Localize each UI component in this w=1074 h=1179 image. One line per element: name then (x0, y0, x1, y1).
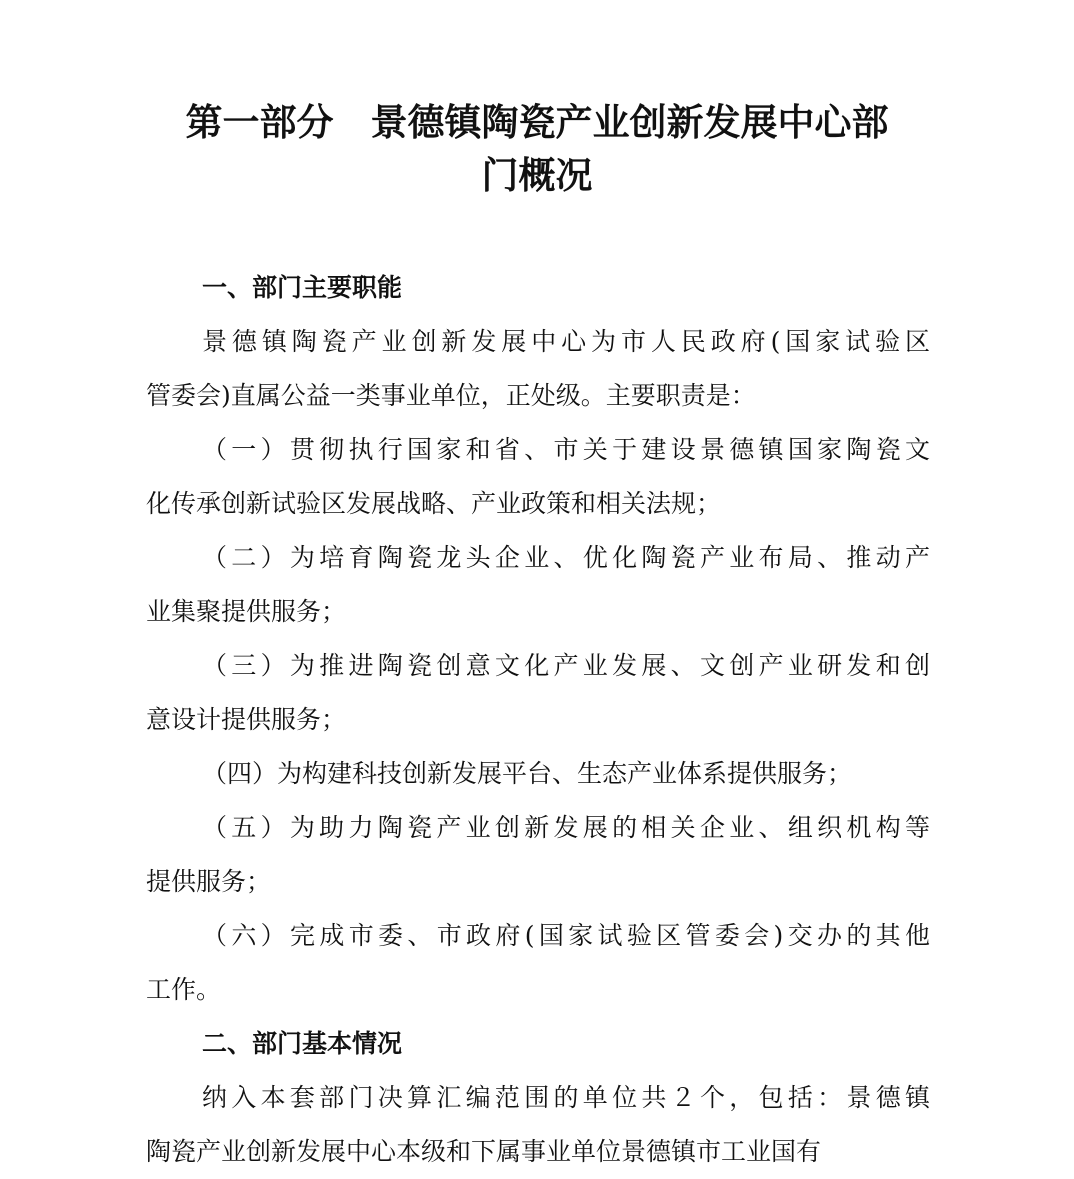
paragraph-line: 管委会)直属公益一类事业单位，正处级。主要职责是： (146, 381, 756, 410)
section-heading: 二、部门基本情况 (202, 1029, 403, 1058)
paragraph-line: （五）为助力陶瓷产业创新发展的相关企业、组织机构等 (202, 813, 930, 842)
paragraph (146, 315, 930, 423)
section-heading: 一、部门主要职能 (202, 273, 403, 302)
paragraph-line: 纳入本套部门决算汇编范围的单位共２个，包括：景德镇 (202, 1083, 930, 1112)
paragraph (146, 531, 930, 639)
paragraph-line: （一）贯彻执行国家和省、市关于建设景德镇国家陶瓷文 (202, 435, 930, 464)
paragraph-line: 化传承创新试验区发展战略、产业政策和相关法规； (146, 489, 722, 518)
paragraph-line: （二）为培育陶瓷龙头企业、优化陶瓷产业布局、推动产 (202, 543, 930, 572)
paragraph (146, 1071, 930, 1179)
paragraph (146, 909, 930, 1017)
document-body (146, 261, 930, 1179)
paragraph-line: （三）为推进陶瓷创意文化产业发展、文创产业研发和创 (202, 651, 930, 680)
paragraph (146, 801, 930, 909)
paragraph-line: 提供服务； (146, 867, 272, 896)
title-line-1: 第一部分 景德镇陶瓷产业创新发展中心部 (185, 101, 889, 144)
paragraph-line: （四）为构建科技创新发展平台、生态产业体系提供服务； (202, 759, 853, 788)
paragraph-line: 工作。 (146, 975, 222, 1004)
paragraph (146, 747, 930, 801)
page-title (0, 96, 1074, 202)
paragraph (146, 423, 930, 531)
paragraph-line: （六）完成市委、市政府(国家试验区管委会)交办的其他 (202, 921, 930, 950)
title-line-2: 门概况 (481, 154, 593, 197)
paragraph-line: 景德镇陶瓷产业创新发展中心为市人民政府(国家试验区 (202, 327, 930, 356)
paragraph (146, 639, 930, 747)
paragraph-line: 业集聚提供服务； (146, 597, 347, 626)
paragraph-line: 陶瓷产业创新发展中心本级和下属事业单位景德镇市工业国有 (146, 1137, 822, 1166)
paragraph-line: 意设计提供服务； (146, 705, 347, 734)
